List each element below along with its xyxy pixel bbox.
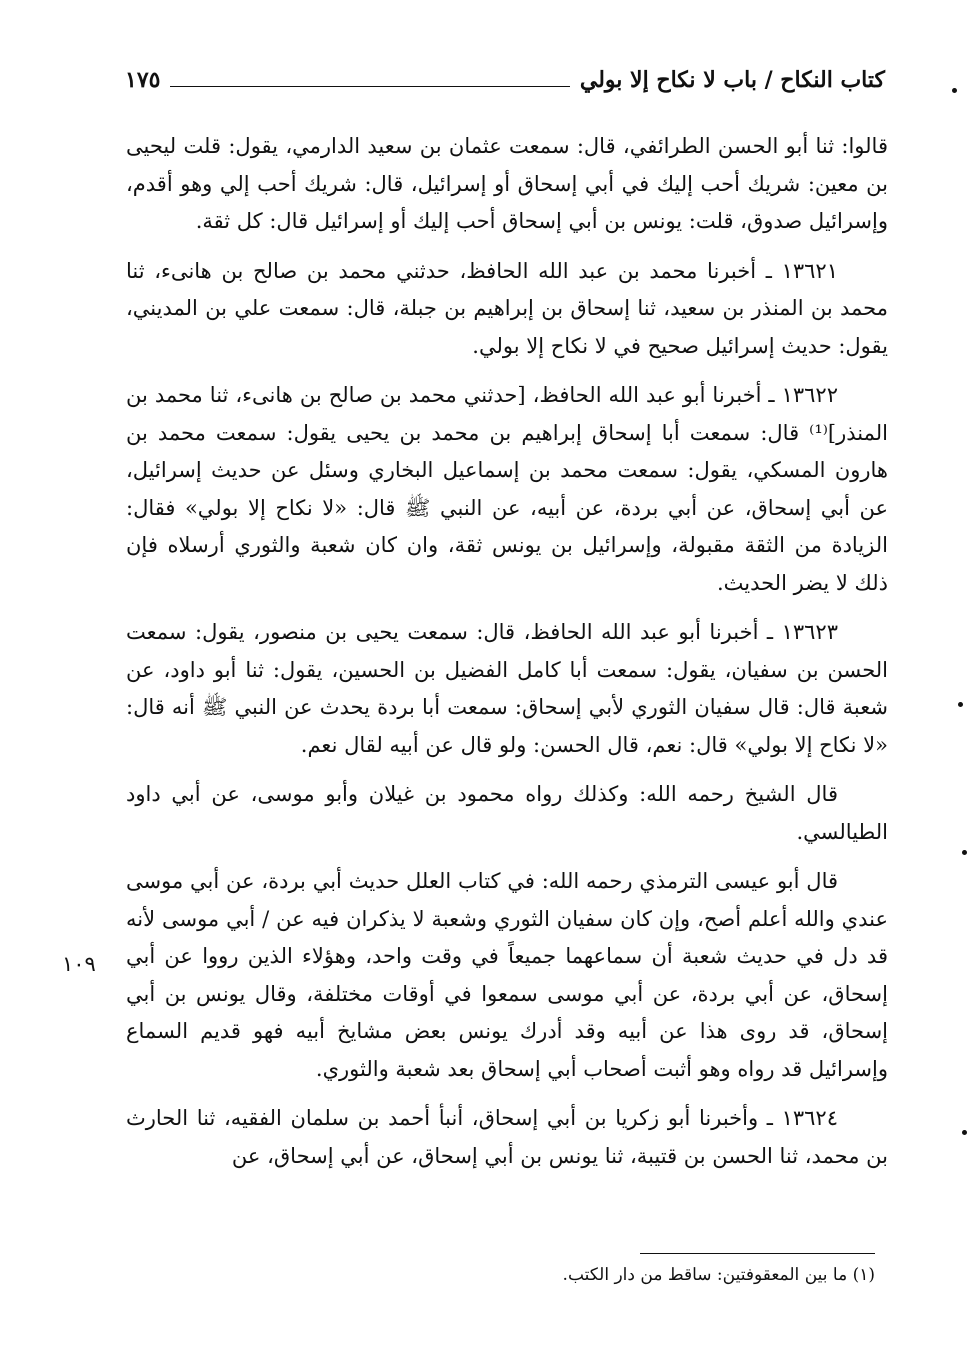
chapter-title: كتاب النكاح / باب لا نكاح إلا بولي	[579, 67, 885, 93]
running-header	[125, 58, 885, 102]
margin-manuscript-number: ١٠٩	[62, 952, 96, 976]
scan-speck	[952, 88, 957, 93]
hadith-13621: ١٣٦٢١ ـ أخبرنا محمد بن عبد الله الحافظ، حدثني محمد بن صالح بن هانىء، ثنا محمد بن المنذر بن سعيد، ثنا إسحاق بن إبراهيم بن جبلة، قال: سمعت علي بن المديني، يقول: حديث إسرائيل صحيح في لا نكاح إلا بولي.	[126, 258, 888, 358]
main-text	[126, 128, 888, 1187]
footnote: (١) ما بين المعقوفتين: ساقط من دار الكتب.	[562, 1265, 875, 1285]
tirmidhi-comment: قال أبو عيسى الترمذي رحمه الله: في كتاب العلل حديث أبي بردة، عن أبي موسى عندي والله أعلم أصح، وإن كان سفيان الثوري وشعبة لا يذكران فيه عن / أبي موسى لأنه قد دل في حديث شعبة أن سماعهما جميعاً في وقت واحد، وهؤلاء الذين رووا عن أبي إسحاق، عن أبي بردة، عن أبي موسى سمعوا في أوقات مختلفة، وقال يونس بن أبي إسحاق، قد روى هذا عن أبيه وقد أدرك يونس بعض مشايخ أبيه فهو قديم السماع وإسرائيل قد رواه وهو أثبت أصحاب أبي إسحاق بعد شعبة والثوري.	[126, 869, 888, 1081]
sheikh-comment: قال الشيخ رحمه الله: وكذلك رواه محمود بن غيلان وأبو موسى، عن أبي داود الطيالسي.	[126, 782, 888, 844]
header-rule	[170, 86, 569, 87]
hadith-13624: ١٣٦٢٤ ـ وأخبرنا أبو زكريا بن أبي إسحاق، أنبأ أحمد بن سلمان الفقيه، ثنا الحارث بن محمد، ثنا الحسن بن قتيبة، ثنا يونس بن أبي إسحاق، عن أبي إسحاق، عن	[126, 1106, 888, 1168]
hadith-13623: ١٣٦٢٣ ـ أخبرنا أبو عبد الله الحافظ، قال: سمعت يحيى بن منصور، يقول: سمعت الحسن بن سفيان، يقول: سمعت أبا كامل الفضيل بن الحسين، يقول: ثنا أبو داود، عن شعبة قال: قال سفيان الثوري لأبي إسحاق: سمعت أبا بردة يحدث عن النبي ﷺ أنه قال: «لا نكاح إلا بولي» قال: نعم، قال الحسن: ولو قال عن أبيه لقال نعم.	[126, 620, 888, 757]
scan-speck	[962, 850, 967, 855]
hadith-13622: ١٣٦٢٢ ـ أخبرنا أبو عبد الله الحافظ، [حدثني محمد بن صالح بن هانىء، ثنا محمد بن المنذر]⁽¹⁾ قال: سمعت أبا إسحاق إبراهيم بن محمد بن يحيى يقول: سمعت محمد بن هارون المسكي، يقول: سمعت محمد بن إسماعيل البخاري وسئل عن حديث إسرائيل، عن أبي إسحاق، عن أبي بردة، عن أبيه، عن النبي ﷺ قال: «لا نكاح إلا بولي» فقال: الزيادة من الثقة مقبولة، وإسرائيل بن يونس ثقة، وان كان شعبة والثوري أرسلاه فإن ذلك لا يضر الحديث.	[126, 383, 889, 595]
page-number: ١٧٥	[125, 67, 161, 93]
footnote-rule	[640, 1253, 875, 1254]
scan-speck	[958, 702, 963, 707]
scan-speck	[962, 1130, 967, 1135]
paragraph: قالوا: ثنا أبو الحسن الطرائفي، قال: سمعت عثمان بن سعيد الدارمي، يقول: قلت ليحيى بن معين: شريك أحب إليك في أبي إسحاق أو إسرائيل، قال: شريك أحب إلي وهو أقدم، وإسرائيل صدوق، قلت: يونس بن أبي إسحاق أحب إليك أو إسرائيل قال: كل ثقة.	[126, 134, 888, 233]
